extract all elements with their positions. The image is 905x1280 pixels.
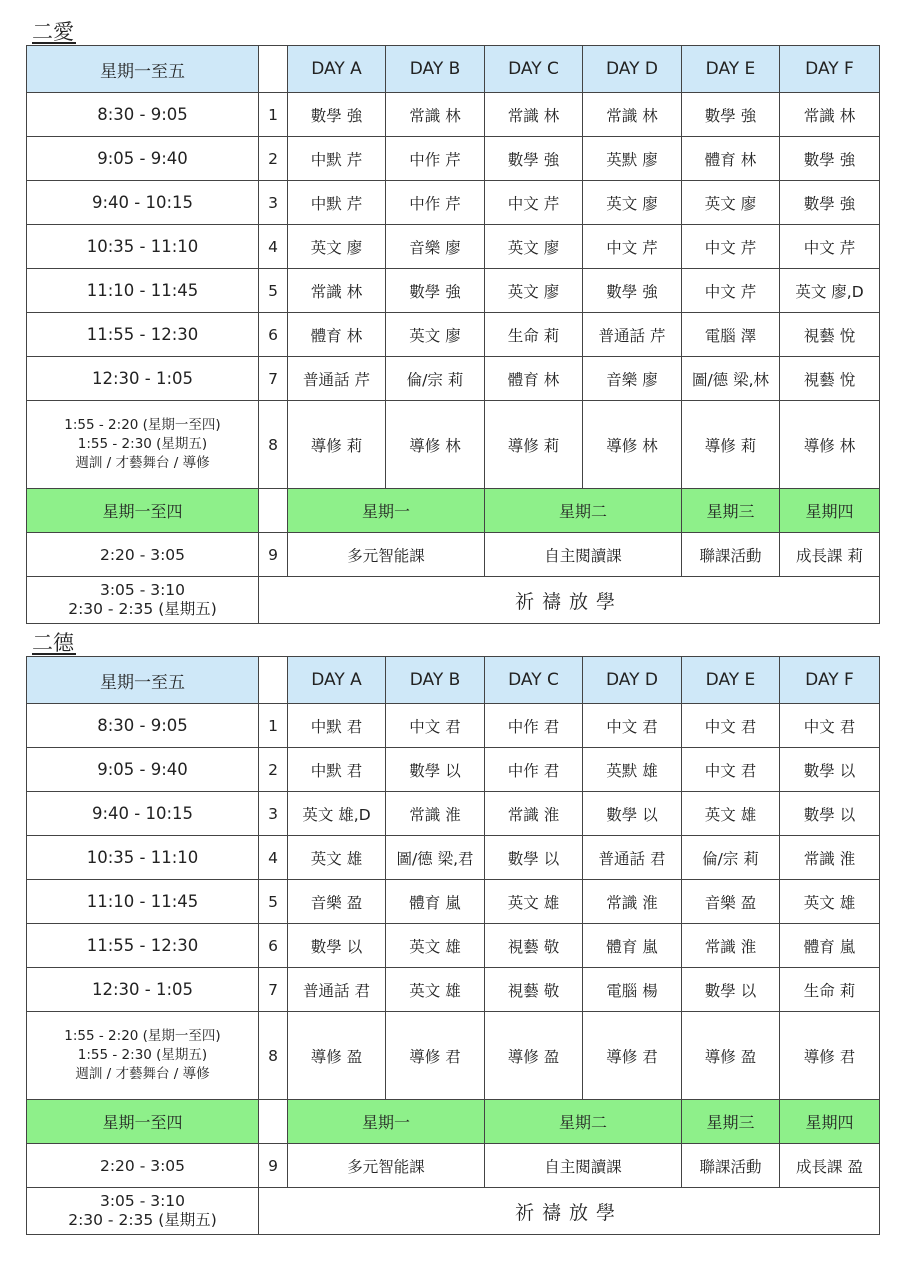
activity-cell: 多元智能課 xyxy=(288,1144,485,1188)
dismissal-time xyxy=(27,1188,259,1235)
lesson-cell: 普通話 芹 xyxy=(583,313,682,357)
weekday-header-label: 星期一至四 xyxy=(27,1100,259,1144)
lesson-cell: 導修 君 xyxy=(583,1012,682,1100)
period-number: 4 xyxy=(259,225,288,269)
period-no-header xyxy=(259,46,288,93)
lesson-cell: 中文 君 xyxy=(682,748,780,792)
lesson-cell: 英文 廖 xyxy=(386,313,485,357)
timetable xyxy=(26,656,880,1235)
period-number: 4 xyxy=(259,836,288,880)
period-time xyxy=(27,1012,259,1100)
lesson-cell: 數學 強 xyxy=(682,93,780,137)
lesson-cell: 生命 莉 xyxy=(485,313,583,357)
lesson-cell: 導修 林 xyxy=(386,401,485,489)
activity-cell: 成長課 莉 xyxy=(780,533,880,577)
activity-cell: 自主閱讀課 xyxy=(485,533,682,577)
period-no-header xyxy=(259,1100,288,1144)
day-header: DAY A xyxy=(288,46,386,93)
lesson-cell: 體育 嵐 xyxy=(386,880,485,924)
lesson-cell: 常識 林 xyxy=(780,93,880,137)
lesson-cell: 音樂 廖 xyxy=(386,225,485,269)
day-header: DAY A xyxy=(288,657,386,704)
period-time-line: 1:55 - 2:30 (星期五) xyxy=(77,1047,208,1063)
period-number: 8 xyxy=(259,1012,288,1100)
lesson-cell: 英文 雄 xyxy=(485,880,583,924)
lesson-cell: 普通話 君 xyxy=(583,836,682,880)
period-row xyxy=(27,269,880,313)
period-row xyxy=(27,968,880,1012)
lesson-cell: 常識 淮 xyxy=(583,880,682,924)
period-number: 1 xyxy=(259,704,288,748)
period-number: 5 xyxy=(259,880,288,924)
lesson-cell: 中文 芹 xyxy=(682,225,780,269)
period-row xyxy=(27,401,880,489)
lesson-cell: 數學 以 xyxy=(288,924,386,968)
period-number: 2 xyxy=(259,748,288,792)
lesson-cell: 圖/德 梁,君 xyxy=(386,836,485,880)
lesson-cell: 視藝 敬 xyxy=(485,924,583,968)
lesson-cell: 導修 林 xyxy=(583,401,682,489)
period-time: 12:30 - 1:05 xyxy=(27,357,259,401)
lesson-cell: 中文 君 xyxy=(780,704,880,748)
period-row xyxy=(27,357,880,401)
activity-cell: 自主閱讀課 xyxy=(485,1144,682,1188)
lesson-cell: 倫/宗 莉 xyxy=(682,836,780,880)
period-row xyxy=(27,181,880,225)
period-time-line: 1:55 - 2:30 (星期五) xyxy=(77,436,208,452)
lesson-cell: 常識 林 xyxy=(583,93,682,137)
lesson-cell: 中文 芹 xyxy=(485,181,583,225)
lesson-cell: 英文 廖,D xyxy=(780,269,880,313)
weekday-header: 星期二 xyxy=(485,489,682,533)
period-number: 3 xyxy=(259,792,288,836)
lesson-cell: 導修 君 xyxy=(780,1012,880,1100)
period-time: 11:55 - 12:30 xyxy=(27,313,259,357)
lesson-cell: 導修 莉 xyxy=(682,401,780,489)
lesson-cell: 英文 雄,D xyxy=(288,792,386,836)
lesson-cell: 導修 莉 xyxy=(288,401,386,489)
weekday-header: 星期二 xyxy=(485,1100,682,1144)
lesson-cell: 導修 君 xyxy=(386,1012,485,1100)
lesson-cell: 常識 淮 xyxy=(780,836,880,880)
dismissal-label: 祈禱放學 xyxy=(259,1188,880,1235)
lesson-cell: 導修 盈 xyxy=(682,1012,780,1100)
period-time: 9:40 - 10:15 xyxy=(27,792,259,836)
lesson-cell: 導修 盈 xyxy=(485,1012,583,1100)
dismissal-label: 祈禱放學 xyxy=(259,577,880,624)
period-row xyxy=(27,924,880,968)
period-time: 9:05 - 9:40 xyxy=(27,748,259,792)
period-number: 3 xyxy=(259,181,288,225)
lesson-cell: 中作 芹 xyxy=(386,137,485,181)
day-header: DAY D xyxy=(583,657,682,704)
lesson-cell: 中文 君 xyxy=(386,704,485,748)
lesson-cell: 數學 強 xyxy=(780,181,880,225)
activity-cell: 多元智能課 xyxy=(288,533,485,577)
lesson-cell: 英文 廖 xyxy=(485,269,583,313)
period-time: 12:30 - 1:05 xyxy=(27,968,259,1012)
class-title: 二愛 xyxy=(32,20,74,44)
lesson-cell: 數學 以 xyxy=(485,836,583,880)
period-time-line: 週訓 / 才藝舞台 / 導修 xyxy=(75,455,210,471)
lesson-cell: 中默 君 xyxy=(288,704,386,748)
lesson-cell: 中文 君 xyxy=(682,704,780,748)
lesson-cell: 中文 君 xyxy=(583,704,682,748)
weekday-header: 星期三 xyxy=(682,1100,780,1144)
period-time: 10:35 - 11:10 xyxy=(27,836,259,880)
dismissal-row xyxy=(27,1188,880,1235)
period-number: 6 xyxy=(259,313,288,357)
timetable xyxy=(26,45,880,624)
day-header: DAY C xyxy=(485,657,583,704)
period-row xyxy=(27,1144,880,1188)
lesson-cell: 體育 林 xyxy=(682,137,780,181)
period-number: 6 xyxy=(259,924,288,968)
lesson-cell: 導修 盈 xyxy=(288,1012,386,1100)
period-row xyxy=(27,704,880,748)
period-number: 2 xyxy=(259,137,288,181)
lesson-cell: 普通話 芹 xyxy=(288,357,386,401)
lesson-cell: 中作 芹 xyxy=(386,181,485,225)
lesson-cell: 中作 君 xyxy=(485,704,583,748)
activity-cell: 聯課活動 xyxy=(682,533,780,577)
period-number: 9 xyxy=(259,533,288,577)
period-no-header xyxy=(259,657,288,704)
lesson-cell: 音樂 盈 xyxy=(682,880,780,924)
period-row xyxy=(27,1012,880,1100)
lesson-cell: 英文 廖 xyxy=(485,225,583,269)
lesson-cell: 數學 強 xyxy=(485,137,583,181)
lesson-cell: 中文 芹 xyxy=(780,225,880,269)
lesson-cell: 數學 強 xyxy=(386,269,485,313)
lesson-cell: 數學 以 xyxy=(780,792,880,836)
lesson-cell: 英文 雄 xyxy=(386,968,485,1012)
day-header: DAY D xyxy=(583,46,682,93)
period-no-header xyxy=(259,489,288,533)
lesson-cell: 體育 嵐 xyxy=(583,924,682,968)
period-time xyxy=(27,401,259,489)
lesson-cell: 普通話 君 xyxy=(288,968,386,1012)
period-time-line: 週訓 / 才藝舞台 / 導修 xyxy=(75,1066,210,1082)
lesson-cell: 中默 芹 xyxy=(288,181,386,225)
weekday-header-row xyxy=(27,489,880,533)
period-time-line: 1:55 - 2:20 (星期一至四) xyxy=(64,417,221,433)
lesson-cell: 常識 淮 xyxy=(485,792,583,836)
period-number: 8 xyxy=(259,401,288,489)
lesson-cell: 常識 淮 xyxy=(386,792,485,836)
dismissal-time-line: 3:05 - 3:10 xyxy=(99,581,186,599)
period-time: 11:10 - 11:45 xyxy=(27,269,259,313)
period-time: 2:20 - 3:05 xyxy=(27,533,259,577)
dismissal-time xyxy=(27,577,259,624)
day-header: DAY B xyxy=(386,46,485,93)
dismissal-time-line: 2:30 - 2:35 (星期五) xyxy=(68,1211,217,1229)
lesson-cell: 電腦 澤 xyxy=(682,313,780,357)
lesson-cell: 中文 芹 xyxy=(682,269,780,313)
lesson-cell: 數學 強 xyxy=(780,137,880,181)
day-header: DAY F xyxy=(780,657,880,704)
lesson-cell: 倫/宗 莉 xyxy=(386,357,485,401)
period-number: 5 xyxy=(259,269,288,313)
activity-cell: 成長課 盈 xyxy=(780,1144,880,1188)
day-header: DAY E xyxy=(682,657,780,704)
period-number: 1 xyxy=(259,93,288,137)
period-row xyxy=(27,137,880,181)
lesson-cell: 音樂 盈 xyxy=(288,880,386,924)
lesson-cell: 中默 芹 xyxy=(288,137,386,181)
weekday-header: 星期四 xyxy=(780,1100,880,1144)
period-row xyxy=(27,748,880,792)
lesson-cell: 體育 林 xyxy=(485,357,583,401)
lesson-cell: 體育 嵐 xyxy=(780,924,880,968)
header-label: 星期一至五 xyxy=(27,46,259,93)
activity-cell: 聯課活動 xyxy=(682,1144,780,1188)
period-time: 11:55 - 12:30 xyxy=(27,924,259,968)
lesson-cell: 音樂 廖 xyxy=(583,357,682,401)
lesson-cell: 數學 以 xyxy=(386,748,485,792)
period-time: 9:40 - 10:15 xyxy=(27,181,259,225)
lesson-cell: 英文 雄 xyxy=(780,880,880,924)
lesson-cell: 生命 莉 xyxy=(780,968,880,1012)
lesson-cell: 常識 林 xyxy=(288,269,386,313)
dismissal-time-line: 2:30 - 2:35 (星期五) xyxy=(68,600,217,618)
lesson-cell: 數學 強 xyxy=(288,93,386,137)
lesson-cell: 圖/德 梁,林 xyxy=(682,357,780,401)
lesson-cell: 數學 以 xyxy=(780,748,880,792)
lesson-cell: 視藝 悅 xyxy=(780,357,880,401)
header-label: 星期一至五 xyxy=(27,657,259,704)
lesson-cell: 中作 君 xyxy=(485,748,583,792)
period-number: 9 xyxy=(259,1144,288,1188)
day-header: DAY C xyxy=(485,46,583,93)
lesson-cell: 常識 淮 xyxy=(682,924,780,968)
weekday-header: 星期一 xyxy=(288,1100,485,1144)
lesson-cell: 英文 雄 xyxy=(288,836,386,880)
period-number: 7 xyxy=(259,968,288,1012)
period-time: 8:30 - 9:05 xyxy=(27,93,259,137)
lesson-cell: 數學 以 xyxy=(583,792,682,836)
lesson-cell: 體育 林 xyxy=(288,313,386,357)
period-time: 9:05 - 9:40 xyxy=(27,137,259,181)
lesson-cell: 英文 廖 xyxy=(682,181,780,225)
weekday-header-row xyxy=(27,1100,880,1144)
period-row xyxy=(27,313,880,357)
period-row xyxy=(27,836,880,880)
period-time-line: 1:55 - 2:20 (星期一至四) xyxy=(64,1028,221,1044)
period-time: 10:35 - 11:10 xyxy=(27,225,259,269)
weekday-header-label: 星期一至四 xyxy=(27,489,259,533)
period-row xyxy=(27,225,880,269)
day-header: DAY F xyxy=(780,46,880,93)
lesson-cell: 英默 雄 xyxy=(583,748,682,792)
header-row xyxy=(27,657,880,704)
weekday-header: 星期四 xyxy=(780,489,880,533)
lesson-cell: 常識 林 xyxy=(386,93,485,137)
lesson-cell: 中文 芹 xyxy=(583,225,682,269)
weekday-header: 星期三 xyxy=(682,489,780,533)
lesson-cell: 導修 莉 xyxy=(485,401,583,489)
period-row xyxy=(27,792,880,836)
period-time: 2:20 - 3:05 xyxy=(27,1144,259,1188)
dismissal-time-line: 3:05 - 3:10 xyxy=(99,1192,186,1210)
lesson-cell: 中默 君 xyxy=(288,748,386,792)
lesson-cell: 數學 以 xyxy=(682,968,780,1012)
class-title: 二德 xyxy=(32,631,74,655)
day-header: DAY E xyxy=(682,46,780,93)
lesson-cell: 英文 廖 xyxy=(288,225,386,269)
lesson-cell: 電腦 楊 xyxy=(583,968,682,1012)
lesson-cell: 視藝 悅 xyxy=(780,313,880,357)
lesson-cell: 英文 廖 xyxy=(583,181,682,225)
period-time: 11:10 - 11:45 xyxy=(27,880,259,924)
lesson-cell: 英文 雄 xyxy=(386,924,485,968)
period-row xyxy=(27,533,880,577)
day-header: DAY B xyxy=(386,657,485,704)
weekday-header: 星期一 xyxy=(288,489,485,533)
period-number: 7 xyxy=(259,357,288,401)
period-row xyxy=(27,93,880,137)
header-row xyxy=(27,46,880,93)
lesson-cell: 英默 廖 xyxy=(583,137,682,181)
lesson-cell: 視藝 敬 xyxy=(485,968,583,1012)
lesson-cell: 導修 林 xyxy=(780,401,880,489)
period-row xyxy=(27,880,880,924)
lesson-cell: 英文 雄 xyxy=(682,792,780,836)
lesson-cell: 常識 林 xyxy=(485,93,583,137)
period-time: 8:30 - 9:05 xyxy=(27,704,259,748)
lesson-cell: 數學 強 xyxy=(583,269,682,313)
dismissal-row xyxy=(27,577,880,624)
